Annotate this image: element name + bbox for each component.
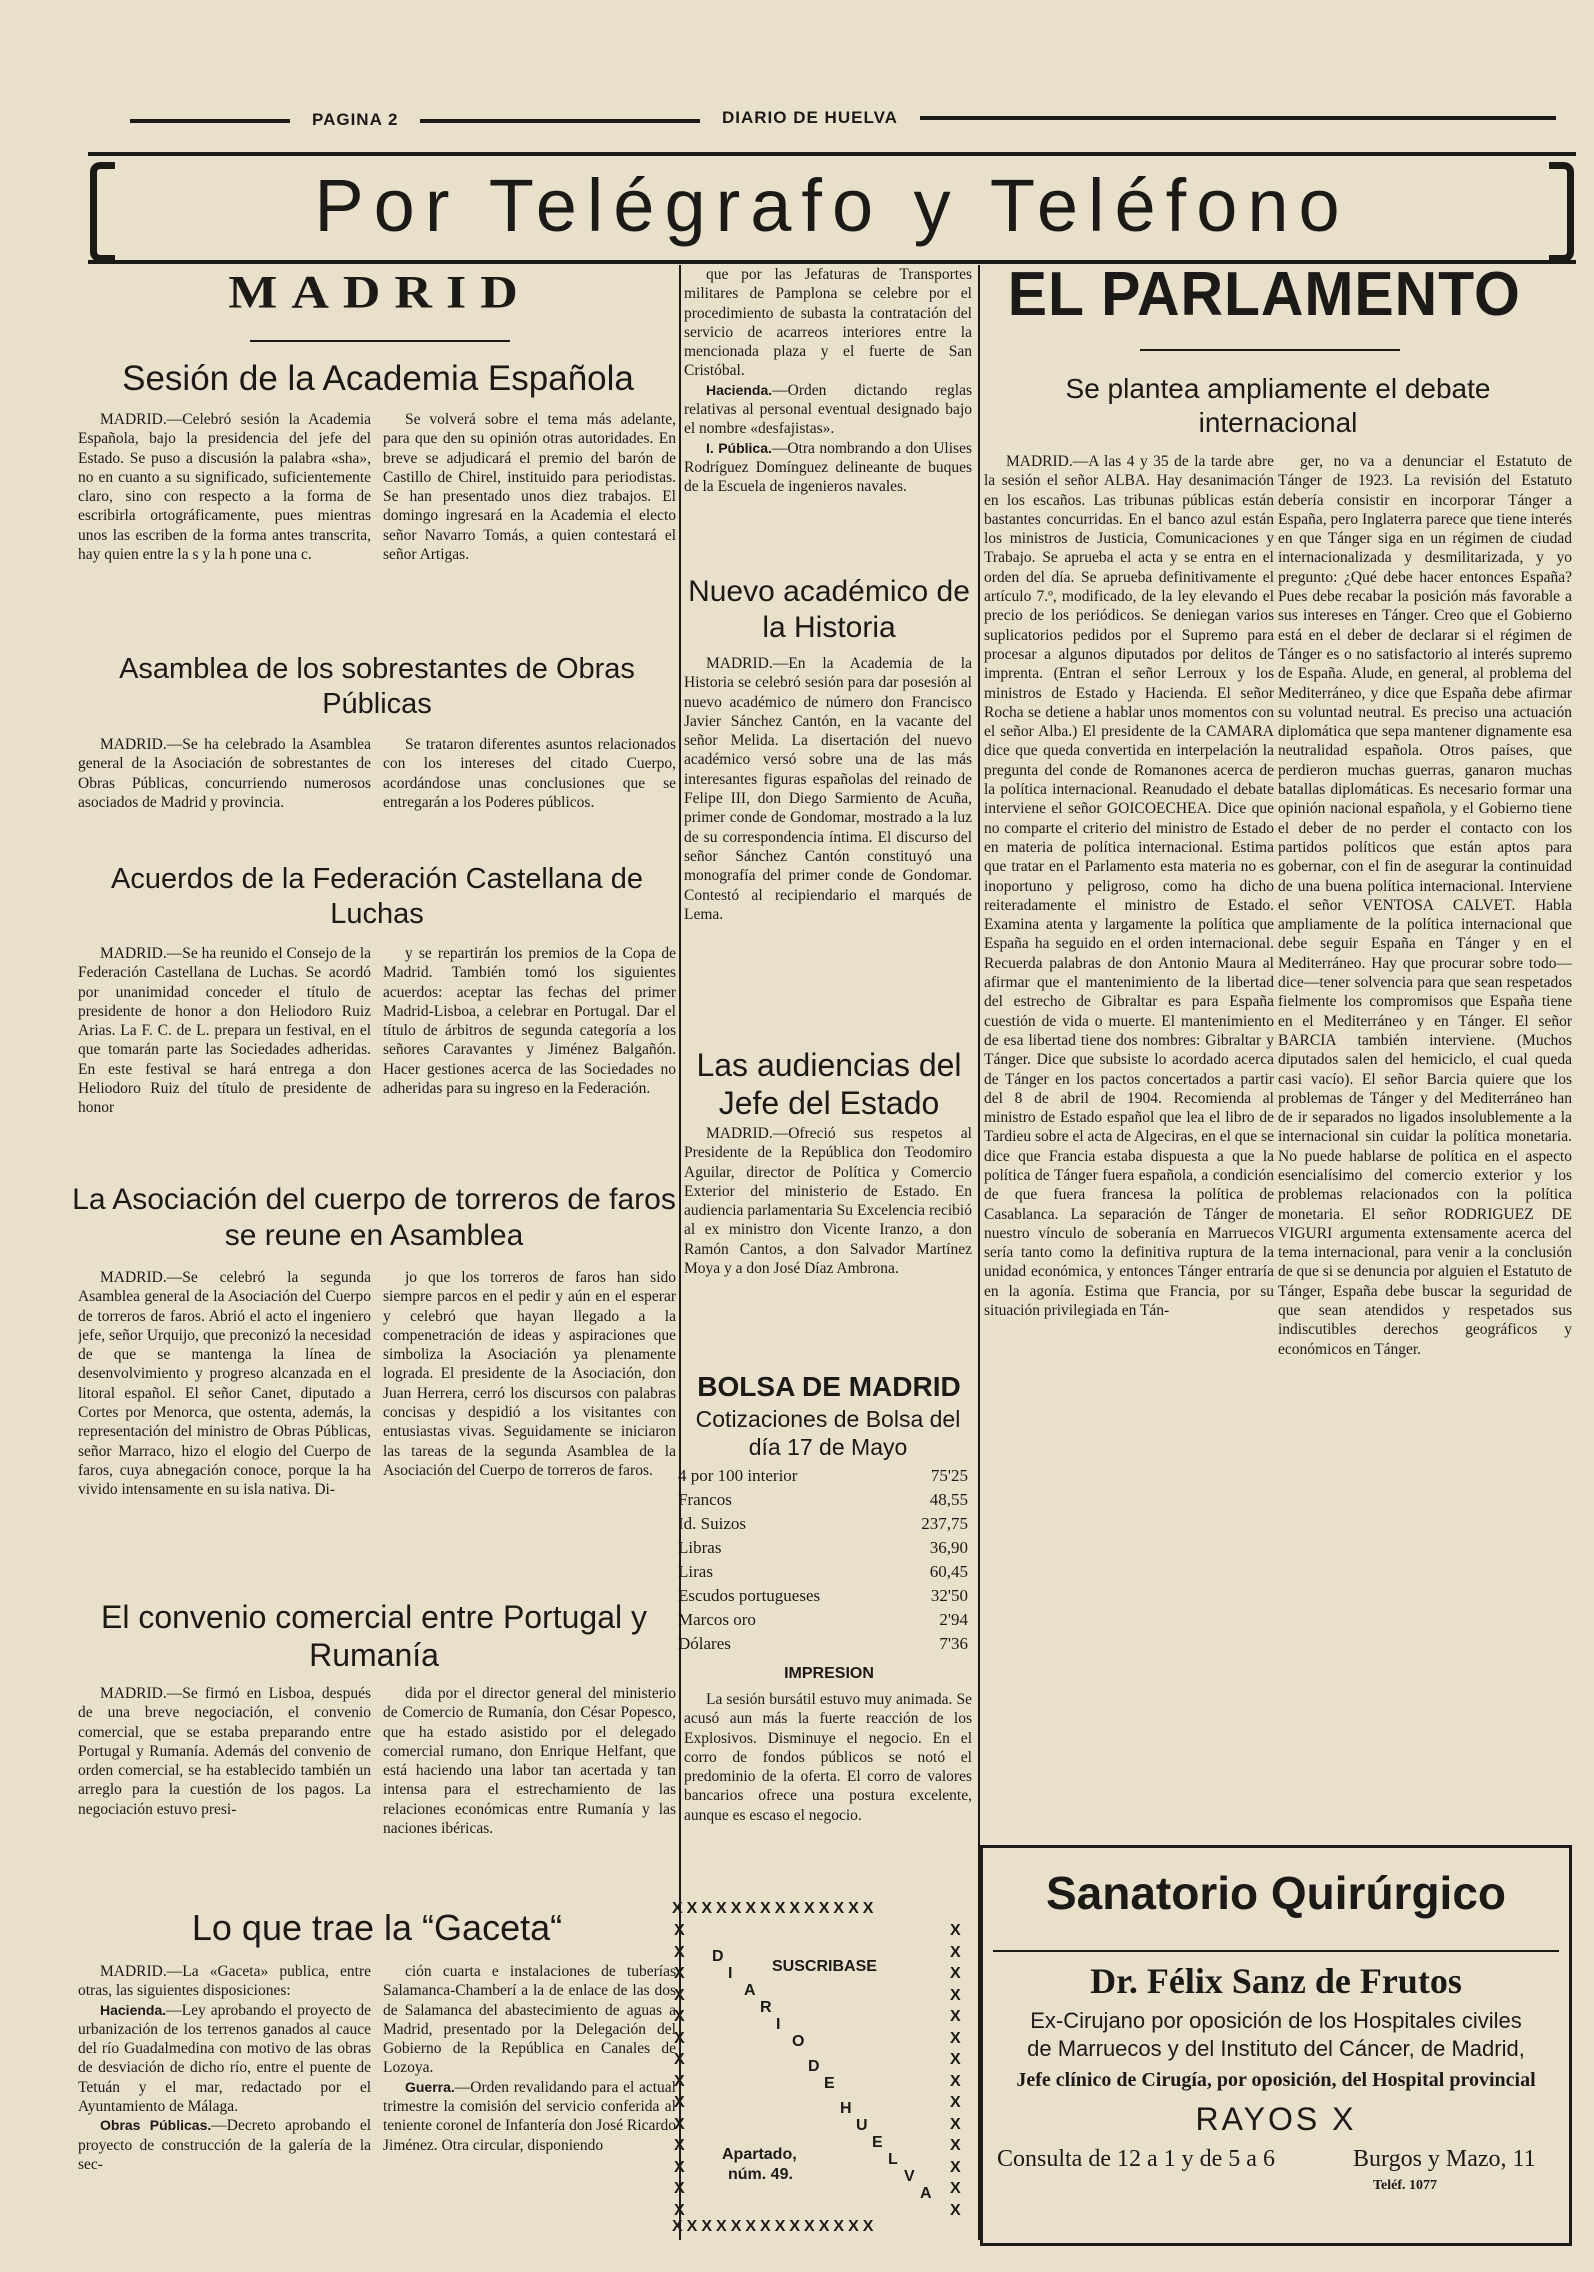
ad-address: Burgos y Mazo, 11 xyxy=(1353,2146,1536,2172)
hacienda-label: Hacienda. xyxy=(706,381,773,398)
stock-row xyxy=(678,1488,968,1512)
suscripcion-border-top: XXXXXXXXXXXXXX xyxy=(672,1900,878,1917)
sanatorio-ad xyxy=(980,1845,1572,2246)
banner-bracket-right xyxy=(1549,162,1574,262)
convenio-title: El convenio comercial entre Portugal y Rumanía xyxy=(100,1599,648,1674)
stock-name: Francos xyxy=(678,1490,732,1509)
audiencias-text: MADRID.—Ofreció sus respetos al Presidente de la República don Teodomiro Aguilar, director de Política y Comercio Exterior del ministerio de Estado. En audiencia parlamentaria Su Excelencia recibió al ex ministro don Vicente Iranzo, a don Ramón Cantos, a don Salvador Martínez Moya y a don José Díaz Ambrona. xyxy=(684,1125,972,1278)
audiencias-title: Las audiencias del Jefe del Estado xyxy=(696,1047,962,1122)
stock-value: 7'36 xyxy=(939,1634,968,1653)
ad-consulta: Consulta de 12 a 1 y de 5 a 6 xyxy=(997,2146,1275,2172)
madrid-rule xyxy=(250,340,510,342)
stock-row xyxy=(678,1560,968,1584)
stock-value: 48,55 xyxy=(929,1490,968,1509)
suscripcion-border-right: X X X X X X X X X X X X X X xyxy=(950,1922,961,2219)
gaceta-text-right: ción cuarta e instalaciones de tuberías Salamanca-Chamberí a la de enlace de las dos de Salamanca del abastecimiento de aguas a Madrid, presentado por la Delegación del Gobierno de la República en Canales de Lozoya. Guerra.—Orden revalidando para el actual trimestre la comisión del servicio conferida al teniente coronel de Infantería don José Ricardo Jiménez. Otra circular, disponiendo xyxy=(382,1963,676,2154)
diagonal-letter: V xyxy=(904,2168,915,2185)
diagonal-letter: A xyxy=(744,1982,756,1999)
gaceta-guerra-label: Guerra. xyxy=(404,2078,455,2095)
stock-name: Marcos oro xyxy=(678,1610,756,1629)
stock-row xyxy=(678,1536,968,1560)
section-banner xyxy=(88,152,1576,264)
stock-name: Id. Suizos xyxy=(678,1514,746,1533)
apartado-label: Apartado, xyxy=(722,2146,797,2163)
convenio-text-right: dida por el director general del ministerio de Comercio de Rumanía, don César Popesco, que ha estado asistido por el delegado comercial rumano, don Enrique Helfant, que está haciendo una labor tan acertada y tan intensa para el estrechamiento de las relaciones económicas entre Rumanía y las naciones ibéricas. xyxy=(382,1685,676,1838)
diagonal-letter: E xyxy=(824,2075,835,2092)
parlamento-rule xyxy=(1140,349,1400,351)
ad-line3: Jefe clínico de Cirugía, por oposición, del Hospital provincial xyxy=(1016,2069,1536,2091)
convenio-text-left: MADRID.—Se firmó en Lisboa, después de una breve negociación, el convenio comercial, que se estaba preparando entre Portugal y Rumanía. Además del convenio de orden comercial, se ha establecido también un arreglo para la cuestión de los pagos. La negociación estuvo presi- xyxy=(78,1685,372,1818)
luchas-text-right: y se repartirán los premios de la Copa de Madrid. También tomó los siguientes acuerdos: aceptar las fechas del primer Madrid-Lisboa, a celebrar en Portugal. Dar el título de árbitros de segunda categoría a los señores Caravantes y Jiménez Balgañón. Hacer gestiones acerca de las Sociedades no adheridas para su ingreso en la Federación. xyxy=(382,945,676,1098)
torreros-text-left: MADRID.—Se celebró la segunda Asamblea general de la Asociación del Cuerpo de torreros de faros. Abrió el acto el ingeniero jefe, señor Urquijo, que preconizó la necesidad de que se mantenga la línea de desenvolvimiento y progreso alcanzada en el litoral español. El señor Canet, diputado a Cortes por Menorca, que ostenta, además, la representación del ministro de Obras Públicas, señor Marraco, hizo el elogio del Cuerpo de faros, cuya abnegación conoce, porque la ha vivido intensamente en su isla nativa. Di- xyxy=(78,1269,372,1499)
diario-diagonal xyxy=(672,1900,972,2230)
luchas-text-left: MADRID.—Se ha reunido el Consejo de la Federación Castellana de Luchas. Se acordó por unanimidad conceder el título de presidente de honor a don Heliodoro Ruiz Arias. La F. C. de L. prepara un festival, en el que tomarán parte las Sociedades adheridas. En este festival se hará entrega a don Heliodoro Ruiz del título de presidente de honor xyxy=(78,945,372,1117)
diagonal-letter: L xyxy=(888,2151,898,2168)
bolsa-subtitle: Cotizaciones de Bolsa del día 17 de Mayo xyxy=(695,1406,961,1460)
bolsa-title: BOLSA DE MADRID xyxy=(697,1371,961,1402)
academia-title: Sesión de la Academia Española xyxy=(122,359,634,398)
academia-text-left: MADRID.—Celebró sesión la Academia Española, bajo la presidencia del jefe del Estado. Se puso a discusión la palabra «sha», no en cuanto a su significado, suficientemente claro, sino con respecto a la forma de escribirla ortográficamente, pues mientras unos las escriben de la forma antes transcrita, hay quien entre la s y la h pone una c. xyxy=(78,411,372,564)
header-rule-right xyxy=(920,116,1556,120)
diagonal-letter: E xyxy=(872,2134,883,2151)
ad-rayos: RAYOS X xyxy=(1195,2101,1357,2137)
gaceta-text-left: MADRID.—La «Gaceta» publica, entre otras, las siguientes disposiciones: Hacienda.—Ley aprobando el proyecto de urbanización de los terrenos ganados al cauce del río Guadalmedina con motivo de las obras de desviación de dicho río, entre el puente de Tetuán y el mar, redactado por el Ayuntamiento de Málaga. Obras Públicas.—Decreto aprobando el proyecto de construcción de la galería de la sec- xyxy=(78,1963,372,2173)
diagonal-letter: D xyxy=(712,1948,724,1965)
stock-value: 75'25 xyxy=(930,1466,968,1485)
ad-line1: Ex-Cirujano por oposición de los Hospitales civiles xyxy=(1030,2008,1522,2033)
stock-name: Dólares xyxy=(678,1634,731,1653)
paper-name: DIARIO DE HUELVA xyxy=(722,108,898,127)
diagonal-letter: O xyxy=(792,2033,805,2050)
header-rule-left xyxy=(130,119,290,123)
suscribase-label: SUSCRIBASE xyxy=(772,1958,877,1975)
parlamento-text-continued: ger, no va a denunciar el Estatuto de Tánger de 1923. La revisión del Estatuto debería consistir en incorporar Tánger a España, pero Inglaterra parece que tiene interés en que Tánger siga en un régimen de ciudad internacionalizada y desmilitarizada, y yo pregunto: ¿Qué debe hacer entonces España? Pues debe recabar la posición más favorable a sus intereses en Tánger. Creo que el Gobierno está en el deber de declarar si el régimen de Tánger es o no satisfactorio al interés supremo de España. Alude, en general, al problema del Mediterráneo, y dice que España debe afirmar su voluntad neutral. Es preciso una actuación diplomática que sepa mantener dignamente esa neutralidad española. Otros países, que perdieron muchas guerras, ganaron muchas batallas diplomáticas. Es necesario formar una opinión nacional española, y el Gobierno tiene el deber de no perder el contacto con los partidos políticos que están aptos para gobernar, con el fin de asegurar la continuidad de una buena política internacional. Interviene el señor VENTOSA CALVET. Habla ampliamente de la política internacional que debe seguir España en Tánger y en el Mediterráneo. Hay que procurar sobre todo—dice—tener solvencia para que sean respetados fielmente los compromisos que España tiene en el Mediterráneo y en Tánger. El señor BARCIA también interviene. (Muchos diputados salen del hemiciclo, el cual queda casi vacío). El señor Barcia quiere que los problemas de Tánger y del Mediterráneo han de ir separados no ligados insolublemente a la internacional sin cuidar la política monetaria. No puede hablarse de política en el aspecto esencialísimo del comercio exterior y los problemas relacionados con la política monetaria. El señor RODRIGUEZ DE VIGURI argumenta extensamente acerca del tema internacional, para venir a la conclusión de que si se denuncia por alguien el Estatuto de Tánger, España debe buscar la seguridad de que sean atendidos y respetados sus indiscutibles derechos geográficos y económicos en Tánger. xyxy=(1278,453,1572,1358)
sobrestantes-title: Asamblea de los sobrestantes de Obras Públicas xyxy=(119,653,635,720)
publica-label: I. Pública. xyxy=(706,439,772,456)
impresion-text: La sesión bursátil estuvo muy animada. Se acusó aun más la fuerte reacción de los Explosivos. Disminuye el negocio. En el corro de fondos públicos se notó el predominio de la oferta. El corro de valores bancarios ofrece una postura excelente, aunque es escaso el negocio. xyxy=(684,1691,972,1824)
ad-line2: de Marruecos y del Instituto del Cáncer, de Madrid, xyxy=(1027,2036,1525,2061)
ad-doctor: Dr. Félix Sanz de Frutos xyxy=(1090,1961,1462,2001)
torreros-text-right: jo que los torreros de faros han sido siempre parcos en el pedir y aún en el esperar y celebró que hayan llegado a la compenetración de ideas y aspiraciones que simboliza la Asociación ya plenamente lograda. El presidente de la Asociación, don Juan Herrera, cerró los discursos con palabras concisas y despidió a los visitantes con entusiastas vivas. Seguidamente se iniciaron las tareas de la segunda Asamblea de la Asociación del Cuerpo de torreros de faros. xyxy=(382,1269,676,1479)
stock-row xyxy=(678,1512,968,1536)
stock-row xyxy=(678,1608,968,1632)
stock-row xyxy=(678,1584,968,1608)
ad-title: Sanatorio Quirúrgico xyxy=(1045,1867,1507,1919)
suscripcion-box xyxy=(672,1900,974,2240)
stock-row xyxy=(678,1464,968,1488)
parlamento-subtitle: Se plantea ampliamente el debate internacional xyxy=(1065,373,1491,438)
stock-name: Escudos portugueses xyxy=(678,1586,821,1605)
stock-value: 36,90 xyxy=(929,1538,968,1557)
apartado-num: núm. 49. xyxy=(728,2166,793,2183)
stock-name: Libras xyxy=(678,1538,722,1557)
impresion-title: IMPRESION xyxy=(784,1665,874,1682)
parlamento-title: EL PARLAMENTO xyxy=(1007,260,1521,329)
ad-telef: Teléf. 1077 xyxy=(1373,2178,1438,2193)
stock-name: 4 por 100 interior xyxy=(678,1466,798,1485)
diagonal-letter: H xyxy=(840,2100,852,2117)
diagonal-letter: D xyxy=(808,2058,820,2075)
suscripcion-border-bottom: XXXXXXXXXXXXXX xyxy=(672,2218,878,2235)
academico-text: MADRID.—En la Academia de la Historia se celebró sesión para dar posesión al nuevo académico de número don Francisco Javier Sánchez Cantón, en la vacante del señor Melida. La disertación del nuevo académico versó sobre una de las más interesantes figuras españolas del reinado de Felipe III, don Diego Sarmiento de Acuña, primer conde de Gondomar, mostrado a la luz de su correspondencia íntima. El discurso del señor Sánchez Cantón constituyó una monografía del primer conde de Gondomar. Contestó al recipiendario el marqués de Lema. xyxy=(684,655,972,923)
stock-value: 32'50 xyxy=(930,1586,968,1605)
page-number: PAGINA 2 xyxy=(312,110,399,129)
madrid-heading: MADRID xyxy=(228,266,532,319)
stock-value: 2'94 xyxy=(939,1610,968,1629)
bolsa-table xyxy=(678,1464,968,1656)
diagonal-letter: I xyxy=(728,1965,733,1982)
gaceta-hacienda-label: Hacienda. xyxy=(100,2001,167,2018)
parlamento-text: MADRID.—A las 4 y 35 de la tarde abre la sesión el señor ALBA. Hay desanimación en los escaños. Las tribunas públicas están bastantes concurridas. En el banco azul están los ministros de Justicia, Comunicaciones y Trabajo. Se aprueba el acta y se entra en el orden del día. Se aprueba definitivamente el artículo 7.º, modificado, de la ley elevando el precio de los periódicos. Se deniegan varios suplicatorios pedidos por el Supremo para procesar a algunos diputados por delitos de imprenta. (Entran el señor Lerroux y los ministros de Estado y Hacienda. El señor Rocha se detiene a hablar unos momentos con el señor Alba.) El presidente de la CAMARA dice que queda convertida en interpelación la pregunta del conde de Romanones acerca de la política internacional. Reanudado el debate interviene el señor GOICOECHEA. Dice que no comparte el criterio del ministro de Estado en materia de política internacional. Estima que tratar en el Parlamento esta materia no es inoportuno y peligroso, como ha dicho reiteradamente el ministro de Estado. Examina atenta y largamente la política que España ha seguido en el orden internacional. Recuerda palabras de don Antonio Maura al afirmar que el mantenimiento de la libertad del estrecho de Gibraltar es para España cuestión de vida o muerte. El mantenimiento de esa libertad tiene dos nombres: Gibraltar y Tánger. Dice que subsiste lo acordado acerca de Tánger en los pactos concertados a partir del 8 de abril de 1904. Recomienda al ministro de Estado español que lea el libro de Tardieu sobre el acta de Algeciras, en el que se dice que Francia estaba dispuesta a que la política de Tánger fuera española, a condición de que fuera francesa la política de Casablanca. La separación de Tánger de nuestro vínculo de soberanía en Marruecos sería tanto como la definitiva ruptura de la unidad económica, y entonces Tánger entraría en la agonía. Estima que Francia, por su situación privilegiada en Tán- xyxy=(984,453,1274,1320)
torreros-title: La Asociación del cuerpo de torreros de faros se reune en Asamblea xyxy=(72,1183,676,1252)
sobrestantes-text-right: Se trataron diferentes asuntos relacionados con los intereses del citado Cuerpo, acordándose unas conclusiones que se entregarán a los Poderes públicos. xyxy=(382,736,676,811)
stock-row xyxy=(678,1632,968,1656)
diagonal-letter: U xyxy=(856,2117,868,2134)
gaceta-title: Lo que trae la “Gaceta“ xyxy=(191,1907,563,1948)
ad-rule xyxy=(993,1950,1559,1952)
diagonal-letter: A xyxy=(920,2185,932,2202)
header-rule-mid xyxy=(420,119,700,123)
stock-value: 237,75 xyxy=(921,1514,968,1533)
gaceta-obras-label: Obras Públicas. xyxy=(100,2117,212,2134)
diagonal-letter: R xyxy=(760,1999,772,2016)
stock-value: 60,45 xyxy=(929,1562,968,1581)
academia-text-right: Se volverá sobre el tema más adelante, para que den su opinión otras autoridades. En breve se adjudicará el premio del barón de Castillo de Chirel, instituido para periodistas. Se han presentado unos diez trabajos. El domingo ingresará en la Academia el electo señor Navarro Tomás, a quien contestará el señor Artigas. xyxy=(382,411,676,564)
academico-title: Nuevo académico de la Historia xyxy=(688,575,970,644)
diagonal-letter: I xyxy=(776,2016,781,2033)
col2-continuation: que por las Jefaturas de Transportes militares de Pamplona se celebre por el procedimiento de subasta la contratación del servicio de acarreos interiores entre la mencionada plaza y el fuerte de San Cristóbal. Hacienda.—Orden dictando reglas relativas al personal eventual designado bajo el nombre «desfajistas». I. Pública.—Otra nombrando a don Ulises Rodríguez Domínguez delineante de buques de la Escuela de ingenieros navales. xyxy=(684,266,972,496)
banner-title: Por Telégrafo y Teléfono xyxy=(314,164,1350,247)
luchas-title: Acuerdos de la Federación Castellana de Luchas xyxy=(111,863,643,930)
suscripcion-border-left: X X X X X X X X X X X X X X xyxy=(674,1922,685,2219)
stock-name: Liras xyxy=(678,1562,713,1581)
sobrestantes-text-left: MADRID.—Se ha celebrado la Asamblea general de la Asociación de sobrestantes de Obras Públicas, concurriendo numerosos asociados de Madrid y provincia. xyxy=(78,736,372,811)
